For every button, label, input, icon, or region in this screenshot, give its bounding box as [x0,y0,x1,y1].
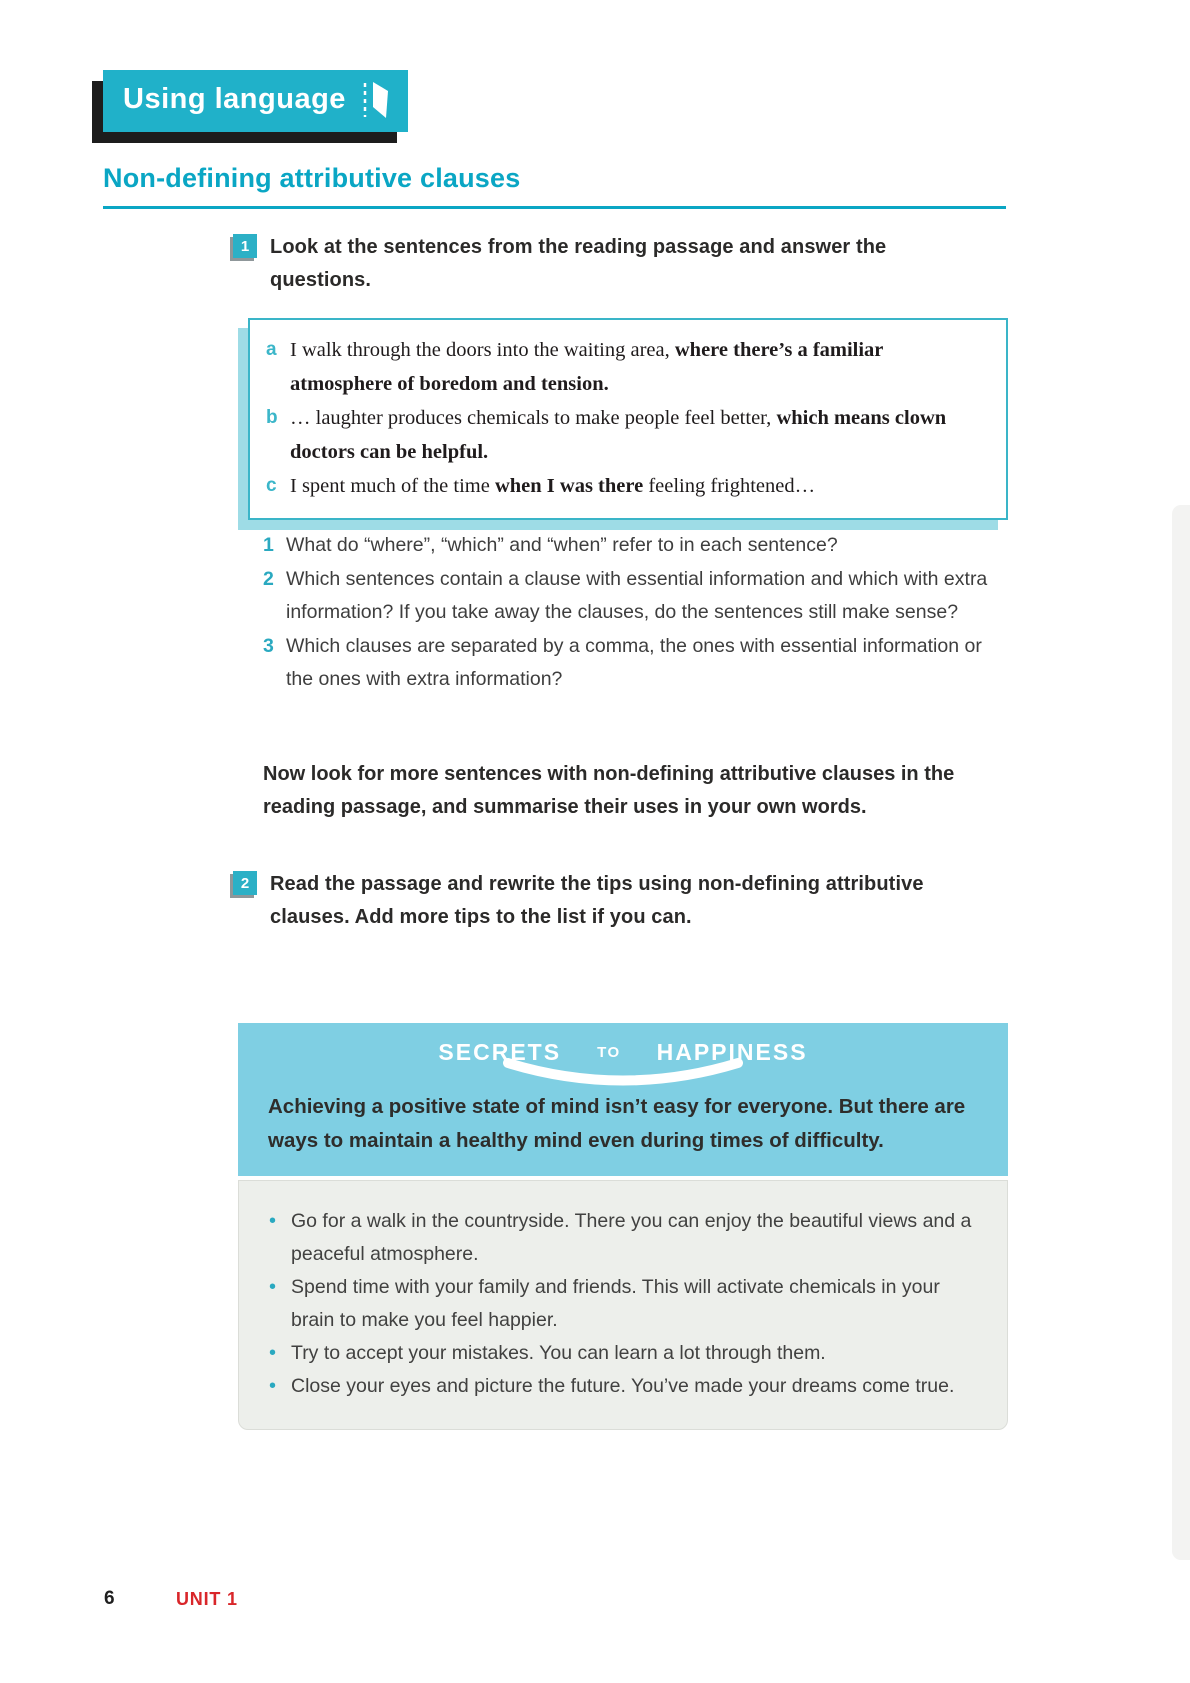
exercise-instruction: Read the passage and rewrite the tips using non-defining attributive clauses. Add more tips to the list if you can. [270,873,924,928]
follow-up-paragraph: Now look for more sentences with non-defining attributive clauses in the reading passage, and summarise their uses in your own words. [263,763,955,818]
tip-item [269,1205,979,1271]
page-number: 6 [104,1588,115,1609]
bullet-icon: • [269,1342,277,1364]
tip-item [269,1370,979,1403]
example-sentence [266,401,986,469]
example-sentence [266,333,986,401]
tip-item [269,1271,979,1337]
example-sentence [266,469,986,503]
bullet-icon: • [269,1276,277,1298]
sentence-letter: c [266,475,277,496]
question-text: Which sentences contain a clause with essential information and which with extra information? If you take away the clauses, do the sentences still make sense? [286,567,988,623]
question-item [263,630,1008,697]
sentence-text: … laughter produces chemicals to make people feel better, which means clown doctors can be helpful. [290,407,947,463]
banner-title: Using language [123,83,346,116]
tip-text: Close your eyes and picture the future. You’ve made your dreams come true. [291,1375,955,1397]
question-text: Which clauses are separated by a comma, the ones with essential information or the ones with extra information? [286,634,982,690]
sentence-text: I spent much of the time when I was there feeling frightened… [290,475,816,497]
passage-card [238,1023,1008,1430]
sentence-text: I walk through the doors into the waiting area, where there’s a familiar atmosphere of boredom and tension. [290,339,884,395]
exercise-number-badge: 1 [233,234,257,258]
smile-arc-icon [498,1058,748,1097]
bullet-icon: • [269,1375,277,1397]
sentence-letter: a [266,339,277,360]
passage-title-word: HAPPINESS [656,1039,808,1065]
exercise-number-badge: 2 [233,871,257,895]
passage-header [238,1023,1008,1176]
question-item [263,529,1008,563]
passage-intro: Achieving a positive state of mind isn’t easy for everyone. But there are ways to maintain a healthy mind even during times of difficulty. [268,1095,966,1152]
question-number: 3 [263,634,274,657]
tip-text: Spend time with your family and friends. This will activate chemicals in your brain to make you feel happier. [291,1276,940,1331]
bookmark-icon [360,79,392,121]
bullet-icon: • [269,1210,277,1232]
passage-title [268,1039,978,1066]
question-text: What do “where”, “which” and “when” refer to in each sentence? [286,534,838,556]
exercise-instruction: Look at the sentences from the reading passage and answer the questions. [270,236,887,291]
sentence-letter: b [266,407,278,428]
questions-list [263,529,1008,697]
exercise-1 [233,231,963,297]
passage-title-word: SECRETS [438,1039,562,1065]
question-number: 1 [263,534,274,556]
tip-item [269,1337,979,1370]
unit-label: UNIT 1 [176,1589,238,1609]
question-number: 2 [263,567,274,590]
example-sentences-box [248,318,1008,520]
tips-list [238,1180,1008,1430]
page-heading: Non-defining attributive clauses [103,163,1006,209]
section-banner [103,70,408,132]
question-item [263,563,1008,630]
page-edge-artifact [1172,505,1190,1560]
tip-text: Go for a walk in the countryside. There you can enjoy the beautiful views and a peaceful atmosphere. [291,1210,972,1265]
tip-text: Try to accept your mistakes. You can learn a lot through them. [291,1342,826,1364]
passage-title-word: TO [597,1044,621,1061]
exercise-2 [233,868,993,934]
